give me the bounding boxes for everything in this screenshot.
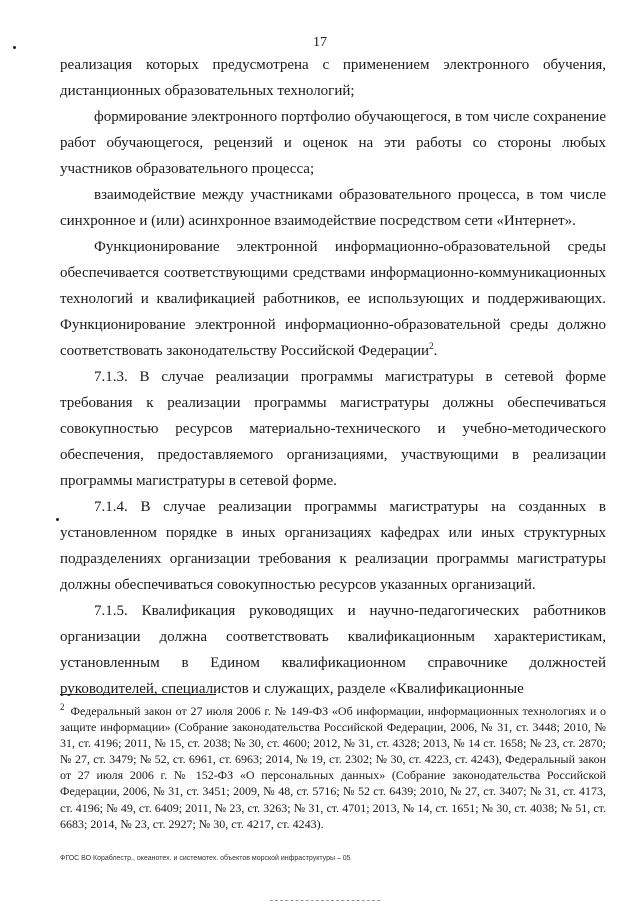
paragraph-3: взаимодействие между участниками образовательного процесса, в том числе синхронное и (или) асинхронное взаимодействие посредством сети «Интернет».	[60, 187, 606, 229]
paragraph-7-1-3: 7.1.3. В случае реализации программы магистратуры в сетевой форме требования к реализации программы магистратуры должны обеспечиваться совокупностью ресурсов материально-технического и учебно-методического обеспечения, предоставляемого организациями, участвующими в реализации программы магистратуры в сетевой форме.	[60, 369, 606, 489]
footnote	[60, 703, 606, 832]
footnote-divider	[60, 694, 216, 695]
scan-edge-marks	[270, 900, 380, 903]
main-text	[60, 52, 606, 702]
document-footer: ФГОС ВО Кораблестр., океанотех. и системотех. объектов морской инфраструктуры – 05	[60, 855, 351, 862]
page-number: 17	[313, 35, 327, 50]
scan-speck	[13, 46, 16, 49]
footnote-text: Федеральный закон от 27 июля 2006 г. № 149-ФЗ «Об информации, информационных технологиях и о защите информации» (Собрание законодательства Российской Федерации, 2006, № 31, ст. 3448; 2010, № 31, ст. 4196; 2011, № 15, ст. 2038; № 30, ст. 4600; 2012, № 31, ст. 4328; 2013, № 14 ст. 1658; № 23, ст. 2870; № 27, ст. 3479; № 52, ст. 6961, ст. 6963; 2014, № 19, ст. 2302; № 30, ст. 4223, ст. 4243), Федеральный закон от 27 июля 2006 г. № 152-ФЗ «О персональных данных» (Собрание законодательства Российской Федерации, 2006, № 31, ст. 3451; 2009, № 48, ст. 5716; № 52 ст. 6439; 2010, № 27, ст. 3407; № 31, ст. 4173, ст. 4196; № 49, ст. 6409; 2011, № 23, ст. 3263; № 31, ст. 4701; 2013, № 14, ст. 1651; № 30, ст. 4038; № 51, ст. 6683; 2014, № 23, ст. 2927; № 30, ст. 4217, ст. 4243).	[60, 704, 606, 831]
footnote-reference: 2	[429, 341, 434, 351]
paragraph-4	[60, 234, 606, 364]
paragraph-2: формирование электронного портфолио обучающегося, в том числе сохранение работ обучающегося, рецензий и оценок на эти работы со стороны любых участников образовательного процесса;	[60, 109, 606, 177]
paragraph-1: реализация которых предусмотрена с применением электронного обучения, дистанционных образовательных технологий;	[60, 57, 606, 99]
paragraph-7-1-5: 7.1.5. Квалификация руководящих и научно-педагогических работников организации должна соответствовать квалификационным характеристикам, установленным в Едином квалификационном справочнике должностей руководителей, специалистов и служащих, разделе «Квалификационные	[60, 603, 606, 697]
paragraph-4-text: Функционирование электронной информационно-образовательной среды обеспечивается соответствующими средствами информационно-коммуникационных технологий и квалификацией работников, ее использующих и поддерживающих. Функционирование электронной информационно-образовательной среды должно соответствовать законодательству Российской Федерации	[60, 239, 606, 359]
footnote-mark: 2	[60, 702, 65, 712]
scan-speck	[56, 518, 59, 521]
paragraph-4-end: .	[433, 343, 438, 359]
paragraph-7-1-4: 7.1.4. В случае реализации программы магистратуры на созданных в установленном порядке в иных организациях кафедрах или иных структурных подразделениях организации требования к реализации программы магистратуры должны обеспечиваться совокупностью ресурсов указанных организаций.	[60, 499, 606, 593]
